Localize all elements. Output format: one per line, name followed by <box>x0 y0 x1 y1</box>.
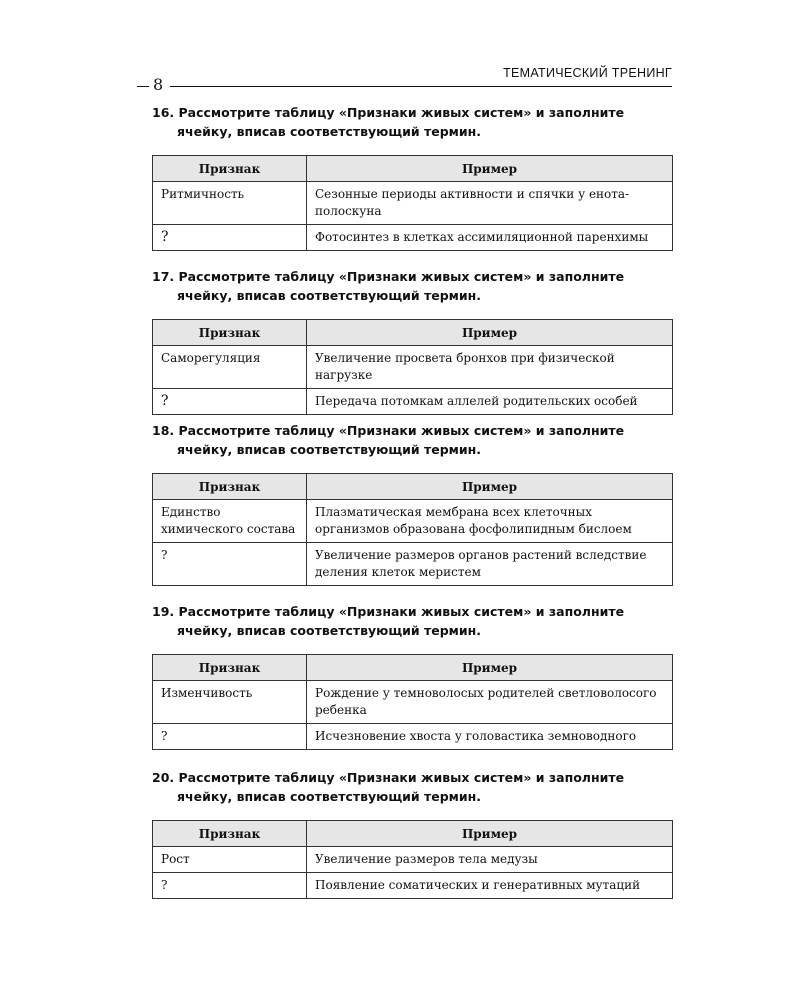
task-text: 19. Рассмотрите таблицу «Признаки живых систем» и заполните ячейку, вписав соответствующий термин. <box>152 604 625 638</box>
table-row <box>153 873 673 899</box>
column-header-example: Пример <box>307 474 673 500</box>
section-title: ТЕМАТИЧЕСКИЙ ТРЕНИНГ <box>503 66 672 80</box>
task-20 <box>152 768 672 899</box>
table-row <box>153 543 673 586</box>
answer-cell[interactable]: ? <box>153 389 307 415</box>
table-row <box>153 500 673 543</box>
example-cell: Фотосинтез в клетках ассимиляционной паренхимы <box>307 225 673 251</box>
table-header-row <box>153 156 673 182</box>
table-row <box>153 847 673 873</box>
column-header-sign: Признак <box>153 320 307 346</box>
column-header-example: Пример <box>307 821 673 847</box>
example-cell: Увеличение размеров органов растений вследствие деления клеток меристем <box>307 543 673 586</box>
signs-table <box>152 473 673 586</box>
example-cell: Увеличение просвета бронхов при физической нагрузке <box>307 346 673 389</box>
table-row <box>153 389 673 415</box>
task-17 <box>152 267 672 415</box>
example-cell: Рождение у темноволосых родителей светловолосого ребенка <box>307 681 673 724</box>
answer-cell[interactable]: ? <box>153 225 307 251</box>
header-rule <box>170 86 672 87</box>
signs-table <box>152 155 673 251</box>
task-16 <box>152 103 672 251</box>
example-cell: Сезонные периоды активности и спячки у енота-полоскуна <box>307 182 673 225</box>
sign-cell: Ритмичность <box>153 182 307 225</box>
page-number: 8 <box>153 75 164 94</box>
example-cell: Плазматическая мембрана всех клеточных организмов образована фосфолипидным бислоем <box>307 500 673 543</box>
task-text: 16. Рассмотрите таблицу «Признаки живых систем» и заполните ячейку, вписав соответствующий термин. <box>152 105 625 139</box>
example-cell: Увеличение размеров тела медузы <box>307 847 673 873</box>
sign-cell: Саморегуляция <box>153 346 307 389</box>
answer-cell[interactable]: ? <box>153 724 307 750</box>
example-cell: Передача потомкам аллелей родительских особей <box>307 389 673 415</box>
sign-cell: Рост <box>153 847 307 873</box>
table-header-row <box>153 320 673 346</box>
example-cell: Появление соматических и генеративных мутаций <box>307 873 673 899</box>
table-header-row <box>153 474 673 500</box>
sign-cell: Единство химического состава <box>153 500 307 543</box>
table-header-row <box>153 821 673 847</box>
column-header-example: Пример <box>307 655 673 681</box>
page-number-dash <box>137 86 149 87</box>
column-header-sign: Признак <box>153 156 307 182</box>
signs-table <box>152 820 673 899</box>
signs-table <box>152 319 673 415</box>
table-row <box>153 346 673 389</box>
task-text: 20. Рассмотрите таблицу «Признаки живых систем» и заполните ячейку, вписав соответствующий термин. <box>152 770 625 804</box>
column-header-sign: Признак <box>153 821 307 847</box>
answer-cell[interactable]: ? <box>153 873 307 899</box>
table-row <box>153 225 673 251</box>
table-header-row <box>153 655 673 681</box>
column-header-sign: Признак <box>153 474 307 500</box>
answer-cell[interactable]: ? <box>153 543 307 586</box>
table-row <box>153 681 673 724</box>
column-header-example: Пример <box>307 156 673 182</box>
task-text: 17. Рассмотрите таблицу «Признаки живых систем» и заполните ячейку, вписав соответствующий термин. <box>152 269 625 303</box>
task-text: 18. Рассмотрите таблицу «Признаки живых систем» и заполните ячейку, вписав соответствующий термин. <box>152 423 625 457</box>
sign-cell: Изменчивость <box>153 681 307 724</box>
example-cell: Исчезновение хвоста у головастика земноводного <box>307 724 673 750</box>
column-header-sign: Признак <box>153 655 307 681</box>
table-row <box>153 182 673 225</box>
task-18 <box>152 421 672 586</box>
table-row <box>153 724 673 750</box>
signs-table <box>152 654 673 750</box>
task-19 <box>152 602 672 750</box>
column-header-example: Пример <box>307 320 673 346</box>
